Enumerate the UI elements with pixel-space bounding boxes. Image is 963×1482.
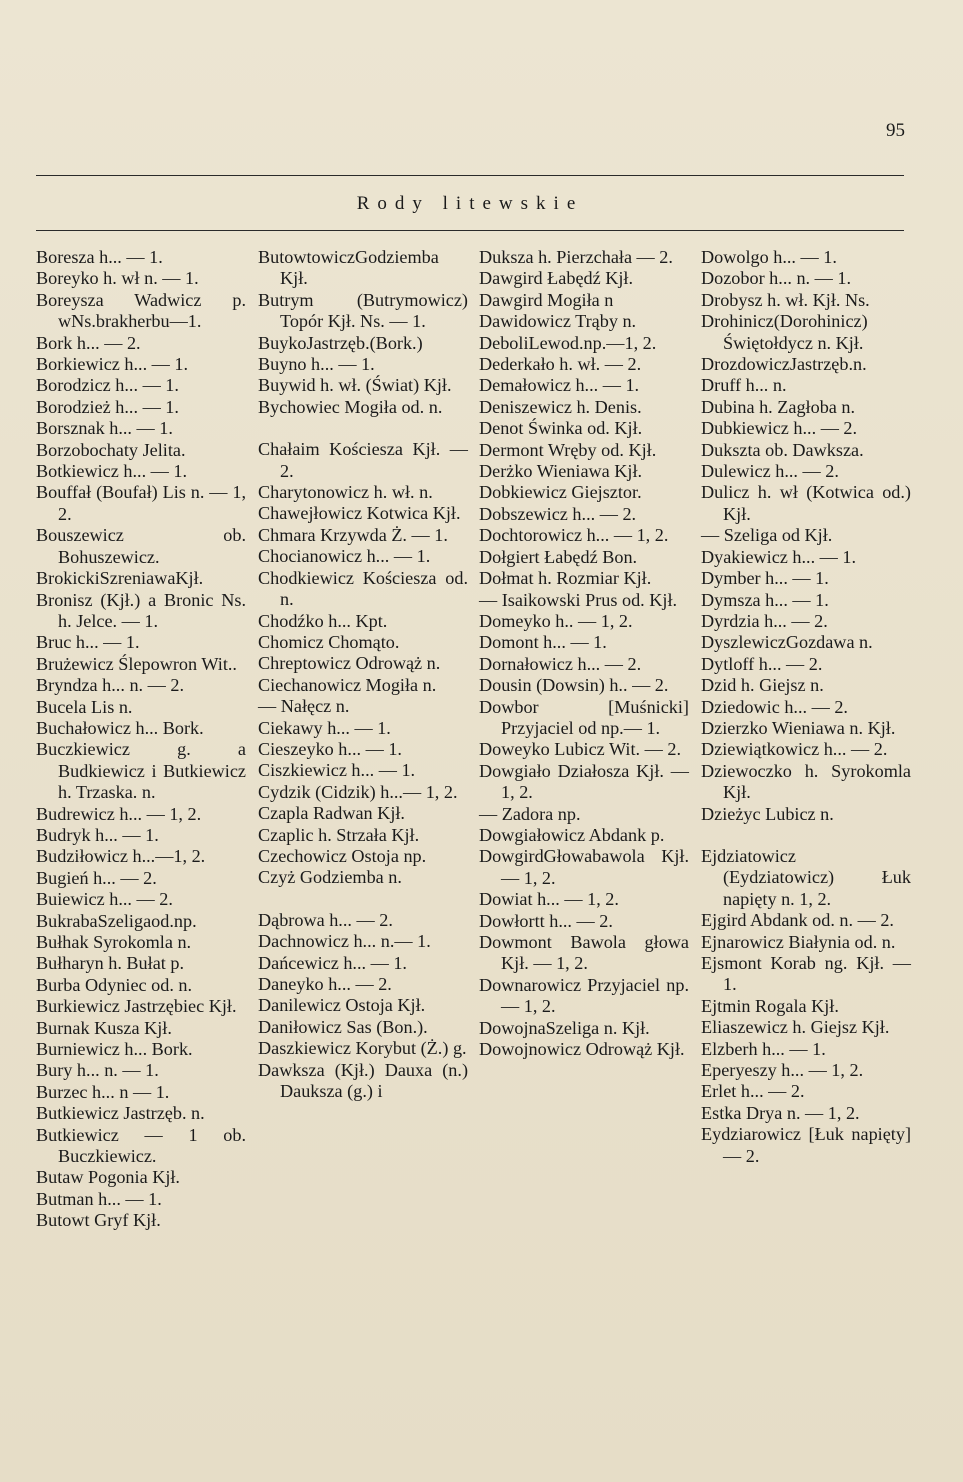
genealogy-entry: Charytonowicz h. wł. n. bbox=[258, 482, 433, 503]
genealogy-entry: Derżko Wieniawa Kjł. bbox=[479, 461, 643, 482]
genealogy-entry: Botkiewicz h... — 1. bbox=[36, 461, 188, 482]
genealogy-entry: Chawejłowicz Kotwica Kjł. bbox=[258, 503, 461, 524]
genealogy-entry: Cieszeyko h... — 1. bbox=[258, 738, 402, 759]
genealogy-entry: Buywid h. wł. (Świat) Kjł. bbox=[258, 375, 452, 396]
genealogy-entry: Dzierzko Wieniawa n. Kjł. bbox=[701, 717, 896, 738]
genealogy-entry: Buchałowicz h... Bork. bbox=[36, 717, 204, 738]
genealogy-entry: Dawgird Łabędź Kjł. bbox=[479, 268, 634, 289]
genealogy-entry: Bucela Lis n. bbox=[36, 696, 133, 717]
genealogy-entry: Butowt Gryf Kjł. bbox=[36, 1210, 161, 1231]
genealogy-entry: Ejtmin Rogala Kjł. bbox=[701, 995, 839, 1016]
column-gap bbox=[258, 418, 468, 439]
genealogy-entry: Ciechanowicz Mogiła n. bbox=[258, 674, 437, 695]
genealogy-entry: Brużewicz Ślepowron Wit.. bbox=[36, 653, 237, 674]
genealogy-entry: Duksztа ob. Dawksza. bbox=[701, 439, 864, 460]
genealogy-entry: Bruc h... — 1. bbox=[36, 632, 140, 653]
column-2 bbox=[258, 247, 468, 1102]
genealogy-entry: Borkiewicz h... — 1. bbox=[36, 354, 189, 375]
genealogy-entry: Demałowicz h... — 1. bbox=[479, 375, 640, 396]
genealogy-entry: Butaw Pogonia Kjł. bbox=[36, 1167, 180, 1188]
genealogy-entry: Butrym (Butrymowicz) Topór Kjł. Ns. — 1. bbox=[258, 289, 468, 332]
genealogy-entry: Dousin (Dowsin) h.. — 2. bbox=[479, 675, 669, 696]
genealogy-entry: Dołmat h. Rozmiar Kjł. bbox=[479, 568, 652, 589]
column-gap bbox=[258, 889, 468, 910]
genealogy-entry: Burba Odyniec od. n. bbox=[36, 974, 193, 995]
genealogy-entry: Dowolgo h... — 1. bbox=[701, 247, 837, 267]
genealogy-entry: Dobkiewicz Giejsztor. bbox=[479, 482, 642, 503]
column-1 bbox=[36, 247, 246, 1232]
genealogy-entry: Chałaim Kościesza Kjł. — 2. bbox=[258, 439, 468, 481]
column-3 bbox=[479, 247, 689, 1060]
genealogy-entry: Czapla Radwan Kjł. bbox=[258, 803, 405, 824]
genealogy-entry: Bugień h... — 2. bbox=[36, 867, 157, 888]
genealogy-entry: Chmara Krzywda Ż. — 1. bbox=[258, 524, 448, 545]
genealogy-entry: Dawksza (Kjł.) Dauxa (n.) Dauksza (g.) i bbox=[258, 1059, 468, 1102]
genealogy-entry: Dziewoczko h. Syrokomla Kjł. bbox=[701, 760, 911, 803]
genealogy-entry: Dowojnowicz Odrowąż Kjł. bbox=[479, 1039, 685, 1060]
genealogy-entry: Ejsmont Korab ng. Kjł. — 1. bbox=[701, 953, 911, 995]
genealogy-entry: Dozobor h... n. — 1. bbox=[701, 268, 852, 289]
genealogy-entry: Chocianowicz h... — 1. bbox=[258, 546, 431, 567]
genealogy-entry: DowgirdGłowabawola Kjł. — 1, 2. bbox=[479, 846, 689, 888]
genealogy-entry: — Nałęcz n. bbox=[258, 696, 350, 717]
header-rule-top bbox=[36, 175, 904, 176]
genealogy-entry: Denot Świnka od. Kjł. bbox=[479, 418, 643, 439]
genealogy-entry: Duksza h. Pierzchała — 2. bbox=[479, 247, 673, 267]
genealogy-entry: Chodźko h... Kpt. bbox=[258, 610, 388, 631]
genealogy-entry: — Szeliga od Kjł. bbox=[701, 525, 833, 546]
genealogy-entry: Dytloff h... — 2. bbox=[701, 653, 823, 674]
genealogy-entry: Bury h... n. — 1. bbox=[36, 1060, 159, 1081]
genealogy-entry: Burnak Kusza Kjł. bbox=[36, 1017, 172, 1038]
genealogy-entry: Dulicz h. wł (Kotwica od.) Kjł. bbox=[701, 482, 911, 524]
genealogy-entry: — Zadora np. bbox=[479, 803, 581, 824]
entry-columns bbox=[36, 247, 910, 1347]
genealogy-entry: Dawidowicz Trąby n. bbox=[479, 311, 637, 332]
genealogy-entry: Czechowicz Ostoja np. bbox=[258, 845, 427, 866]
genealogy-entry: Boresza h... — 1. bbox=[36, 247, 163, 267]
genealogy-entry: BuykoJastrzęb.(Bork.) bbox=[258, 332, 423, 353]
genealogy-entry: Butkiewicz — 1 ob. Buczkiewicz. bbox=[36, 1124, 246, 1167]
genealogy-entry: Czyż Godziemba n. bbox=[258, 867, 402, 888]
column-gap bbox=[701, 825, 911, 846]
genealogy-entry: Eperyeszy h... — 1, 2. bbox=[701, 1060, 864, 1081]
genealogy-entry: Butkiewicz Jastrzęb. n. bbox=[36, 1103, 205, 1124]
genealogy-entry: Buyno h... — 1. bbox=[258, 354, 375, 375]
genealogy-entry: Dołgiert Łabędź Bon. bbox=[479, 546, 638, 567]
genealogy-entry: Dermont Wręby od. Kjł. bbox=[479, 439, 657, 460]
genealogy-entry: Burzec h... n — 1. bbox=[36, 1081, 170, 1102]
genealogy-entry: Downarowicz Przyjaciel np. — 1, 2. bbox=[479, 974, 689, 1017]
genealogy-entry: Cydzik (Cidzik) h...— 1, 2. bbox=[258, 781, 458, 802]
genealogy-entry: Deniszewicz h. Denis. bbox=[479, 396, 642, 417]
genealogy-entry: Buczkiewicz g. a Budkiewicz i Butkiewicz h. Trzaska. n. bbox=[36, 739, 246, 803]
genealogy-entry: DowojnaSzeliga n. Kjł. bbox=[479, 1017, 650, 1038]
genealogy-entry: Bouffał (Boufał) Lis n. — 1, 2. bbox=[36, 482, 246, 524]
genealogy-entry: Doweyko Lubicz Wit. — 2. bbox=[479, 739, 681, 760]
genealogy-entry: Eliaszewicz h. Giejsz Kjł. bbox=[701, 1017, 890, 1038]
genealogy-entry: Dornałowicz h... — 2. bbox=[479, 653, 642, 674]
genealogy-entry: Dederkało h. wł. — 2. bbox=[479, 354, 642, 375]
genealogy-entry: Dowłortt h... — 2. bbox=[479, 910, 613, 931]
genealogy-entry: ButowtowiczGodziemba Kjł. bbox=[258, 247, 439, 289]
genealogy-entry: Dowgiało Działosza Kjł. — 1, 2. bbox=[479, 760, 689, 803]
genealogy-entry: Bronisz (Kjł.) a Bronic Ns. h. Jelce. — 1. bbox=[36, 589, 246, 631]
genealogy-entry: Dziewiątkowicz h... — 2. bbox=[701, 739, 888, 760]
genealogy-entry: Bychowiec Mogiła od. n. bbox=[258, 396, 443, 417]
genealogy-entry: Dulewicz h... — 2. bbox=[701, 461, 839, 482]
genealogy-entry: Estka Drya n. — 1, 2. bbox=[701, 1102, 860, 1123]
genealogy-entry: Dziedowic h... — 2. bbox=[701, 696, 848, 717]
genealogy-entry: Boreyko h. wł n. — 1. bbox=[36, 268, 199, 289]
genealogy-entry: Dzieżyc Lubicz n. bbox=[701, 803, 834, 824]
genealogy-entry: Dańcewicz h... — 1. bbox=[258, 952, 407, 973]
genealogy-entry: Budrewicz h... — 1, 2. bbox=[36, 803, 202, 824]
genealogy-entry: Dowgiałowicz Abdank p. bbox=[479, 824, 665, 845]
genealogy-entry: Drobysz h. wł. Kjł. Ns. bbox=[701, 289, 870, 310]
genealogy-entry: BukrabaSzeligaod.np. bbox=[36, 910, 197, 931]
genealogy-entry: Bouszewicz ob. Bohuszewicz. bbox=[36, 525, 246, 567]
genealogy-entry: Dachnowicz h... n.— 1. bbox=[258, 931, 431, 952]
genealogy-entry: Ejdziatowicz (Eydziatowicz) Łuk napięty n. 1, 2. bbox=[701, 845, 911, 909]
genealogy-entry: Dubina h. Zagłoba n. bbox=[701, 396, 856, 417]
genealogy-entry: Dowiat h... — 1, 2. bbox=[479, 889, 619, 910]
genealogy-entry: Czaplic h. Strzała Kjł. bbox=[258, 824, 420, 845]
genealogy-entry: Ejnarowicz Białynia od. n. bbox=[701, 931, 896, 952]
genealogy-entry: Chreptowicz Odrowąż n. bbox=[258, 653, 441, 674]
genealogy-entry: Drohinicz(Dorohinicz) Świętołdycz n. Kjł. bbox=[701, 311, 868, 353]
genealogy-entry: Eydziarowicz [Łuk napięty] — 2. bbox=[701, 1124, 911, 1166]
genealogy-entry: Dowmont Bawola głowa Kjł. — 1, 2. bbox=[479, 932, 689, 974]
genealogy-entry: Daneyko h... — 2. bbox=[258, 974, 392, 994]
genealogy-entry: Danilewicz Ostoja Kjł. bbox=[258, 995, 426, 1016]
genealogy-entry: Dymsza h... — 1. bbox=[701, 589, 829, 610]
genealogy-entry: Borodzicz h... — 1. bbox=[36, 375, 179, 396]
genealogy-entry: Dąbrowa h... — 2. bbox=[258, 909, 393, 930]
genealogy-entry: Dyrdzia h... — 2. bbox=[701, 610, 828, 631]
genealogy-entry: Erlet h... — 2. bbox=[701, 1081, 805, 1102]
genealogy-entry: Elzberh h... — 1. bbox=[701, 1038, 826, 1059]
genealogy-entry: Budziłowicz h...—1, 2. bbox=[36, 846, 206, 867]
genealogy-entry: Dowbor [Muśnicki] Przyjaciel od np.— 1. bbox=[479, 696, 689, 738]
column-4 bbox=[701, 247, 911, 1167]
genealogy-entry: Dawgird Mogiła n bbox=[479, 289, 614, 310]
genealogy-entry: Domont h... — 1. bbox=[479, 632, 607, 653]
genealogy-entry: Borzobochaty Jelita. bbox=[36, 439, 186, 460]
genealogy-entry: Boreysza Wadwicz p. wNs.brakherbu—1. bbox=[36, 289, 246, 332]
genealogy-entry: DeboliLewod.np.—1, 2. bbox=[479, 332, 657, 353]
genealogy-entry: Bułhak Syrokomla n. bbox=[36, 932, 192, 952]
genealogy-entry: DyszlewiczGozdawa n. bbox=[701, 632, 873, 653]
genealogy-entry: — Isaikowski Prus od. Kjł. bbox=[479, 589, 678, 610]
genealogy-entry: Bułharyn h. Bułat p. bbox=[36, 953, 185, 974]
genealogy-entry: Butman h... — 1. bbox=[36, 1188, 162, 1209]
genealogy-entry: Borsznak h... — 1. bbox=[36, 418, 173, 439]
genealogy-entry: Dzid h. Giejsz n. bbox=[701, 675, 824, 696]
genealogy-entry: Dymber h... — 1. bbox=[701, 568, 829, 589]
genealogy-entry: Ciszkiewicz h... — 1. bbox=[258, 760, 416, 781]
header-rule-bottom bbox=[36, 230, 904, 231]
genealogy-entry: Druff h... n. bbox=[701, 375, 787, 396]
genealogy-entry: Chomicz Chomąto. bbox=[258, 631, 400, 652]
genealogy-entry: Ciekawy h... — 1. bbox=[258, 717, 391, 738]
genealogy-entry: Budryk h... — 1. bbox=[36, 824, 159, 845]
genealogy-entry: Buiewicz h... — 2. bbox=[36, 889, 173, 910]
genealogy-entry: DrozdowiczJastrzęb.n. bbox=[701, 354, 867, 375]
section-title: Rody litewskie bbox=[356, 193, 584, 214]
genealogy-entry: Dubkiewicz h... — 2. bbox=[701, 418, 858, 439]
genealogy-entry: Dobszewicz h... — 2. bbox=[479, 503, 637, 524]
genealogy-entry: Burkiewicz Jastrzębiec Kjł. bbox=[36, 996, 237, 1017]
genealogy-entry: Ejgird Abdank od. n. — 2. bbox=[701, 910, 894, 931]
genealogy-entry: Borodzież h... — 1. bbox=[36, 396, 179, 417]
page-number: 95 bbox=[886, 120, 905, 141]
genealogy-entry: Chodkiewicz Kościesza od. n. bbox=[258, 567, 468, 610]
genealogy-entry: BrokickiSzreniawaKjł. bbox=[36, 568, 204, 589]
genealogy-entry: Daniłowicz Sas (Bon.). bbox=[258, 1016, 428, 1037]
genealogy-entry: Dyakiewicz h... — 1. bbox=[701, 546, 857, 567]
genealogy-entry: Dochtorowicz h... — 1, 2. bbox=[479, 525, 669, 546]
genealogy-entry: Bryndza h... n. — 2. bbox=[36, 675, 185, 696]
genealogy-entry: Burniewicz h... Bork. bbox=[36, 1039, 193, 1060]
genealogy-entry: Domeyko h.. — 1, 2. bbox=[479, 610, 633, 631]
genealogy-entry: Bork h... — 2. bbox=[36, 332, 141, 353]
genealogy-entry: Daszkiewicz Korybut (Ż.) g. bbox=[258, 1038, 467, 1059]
